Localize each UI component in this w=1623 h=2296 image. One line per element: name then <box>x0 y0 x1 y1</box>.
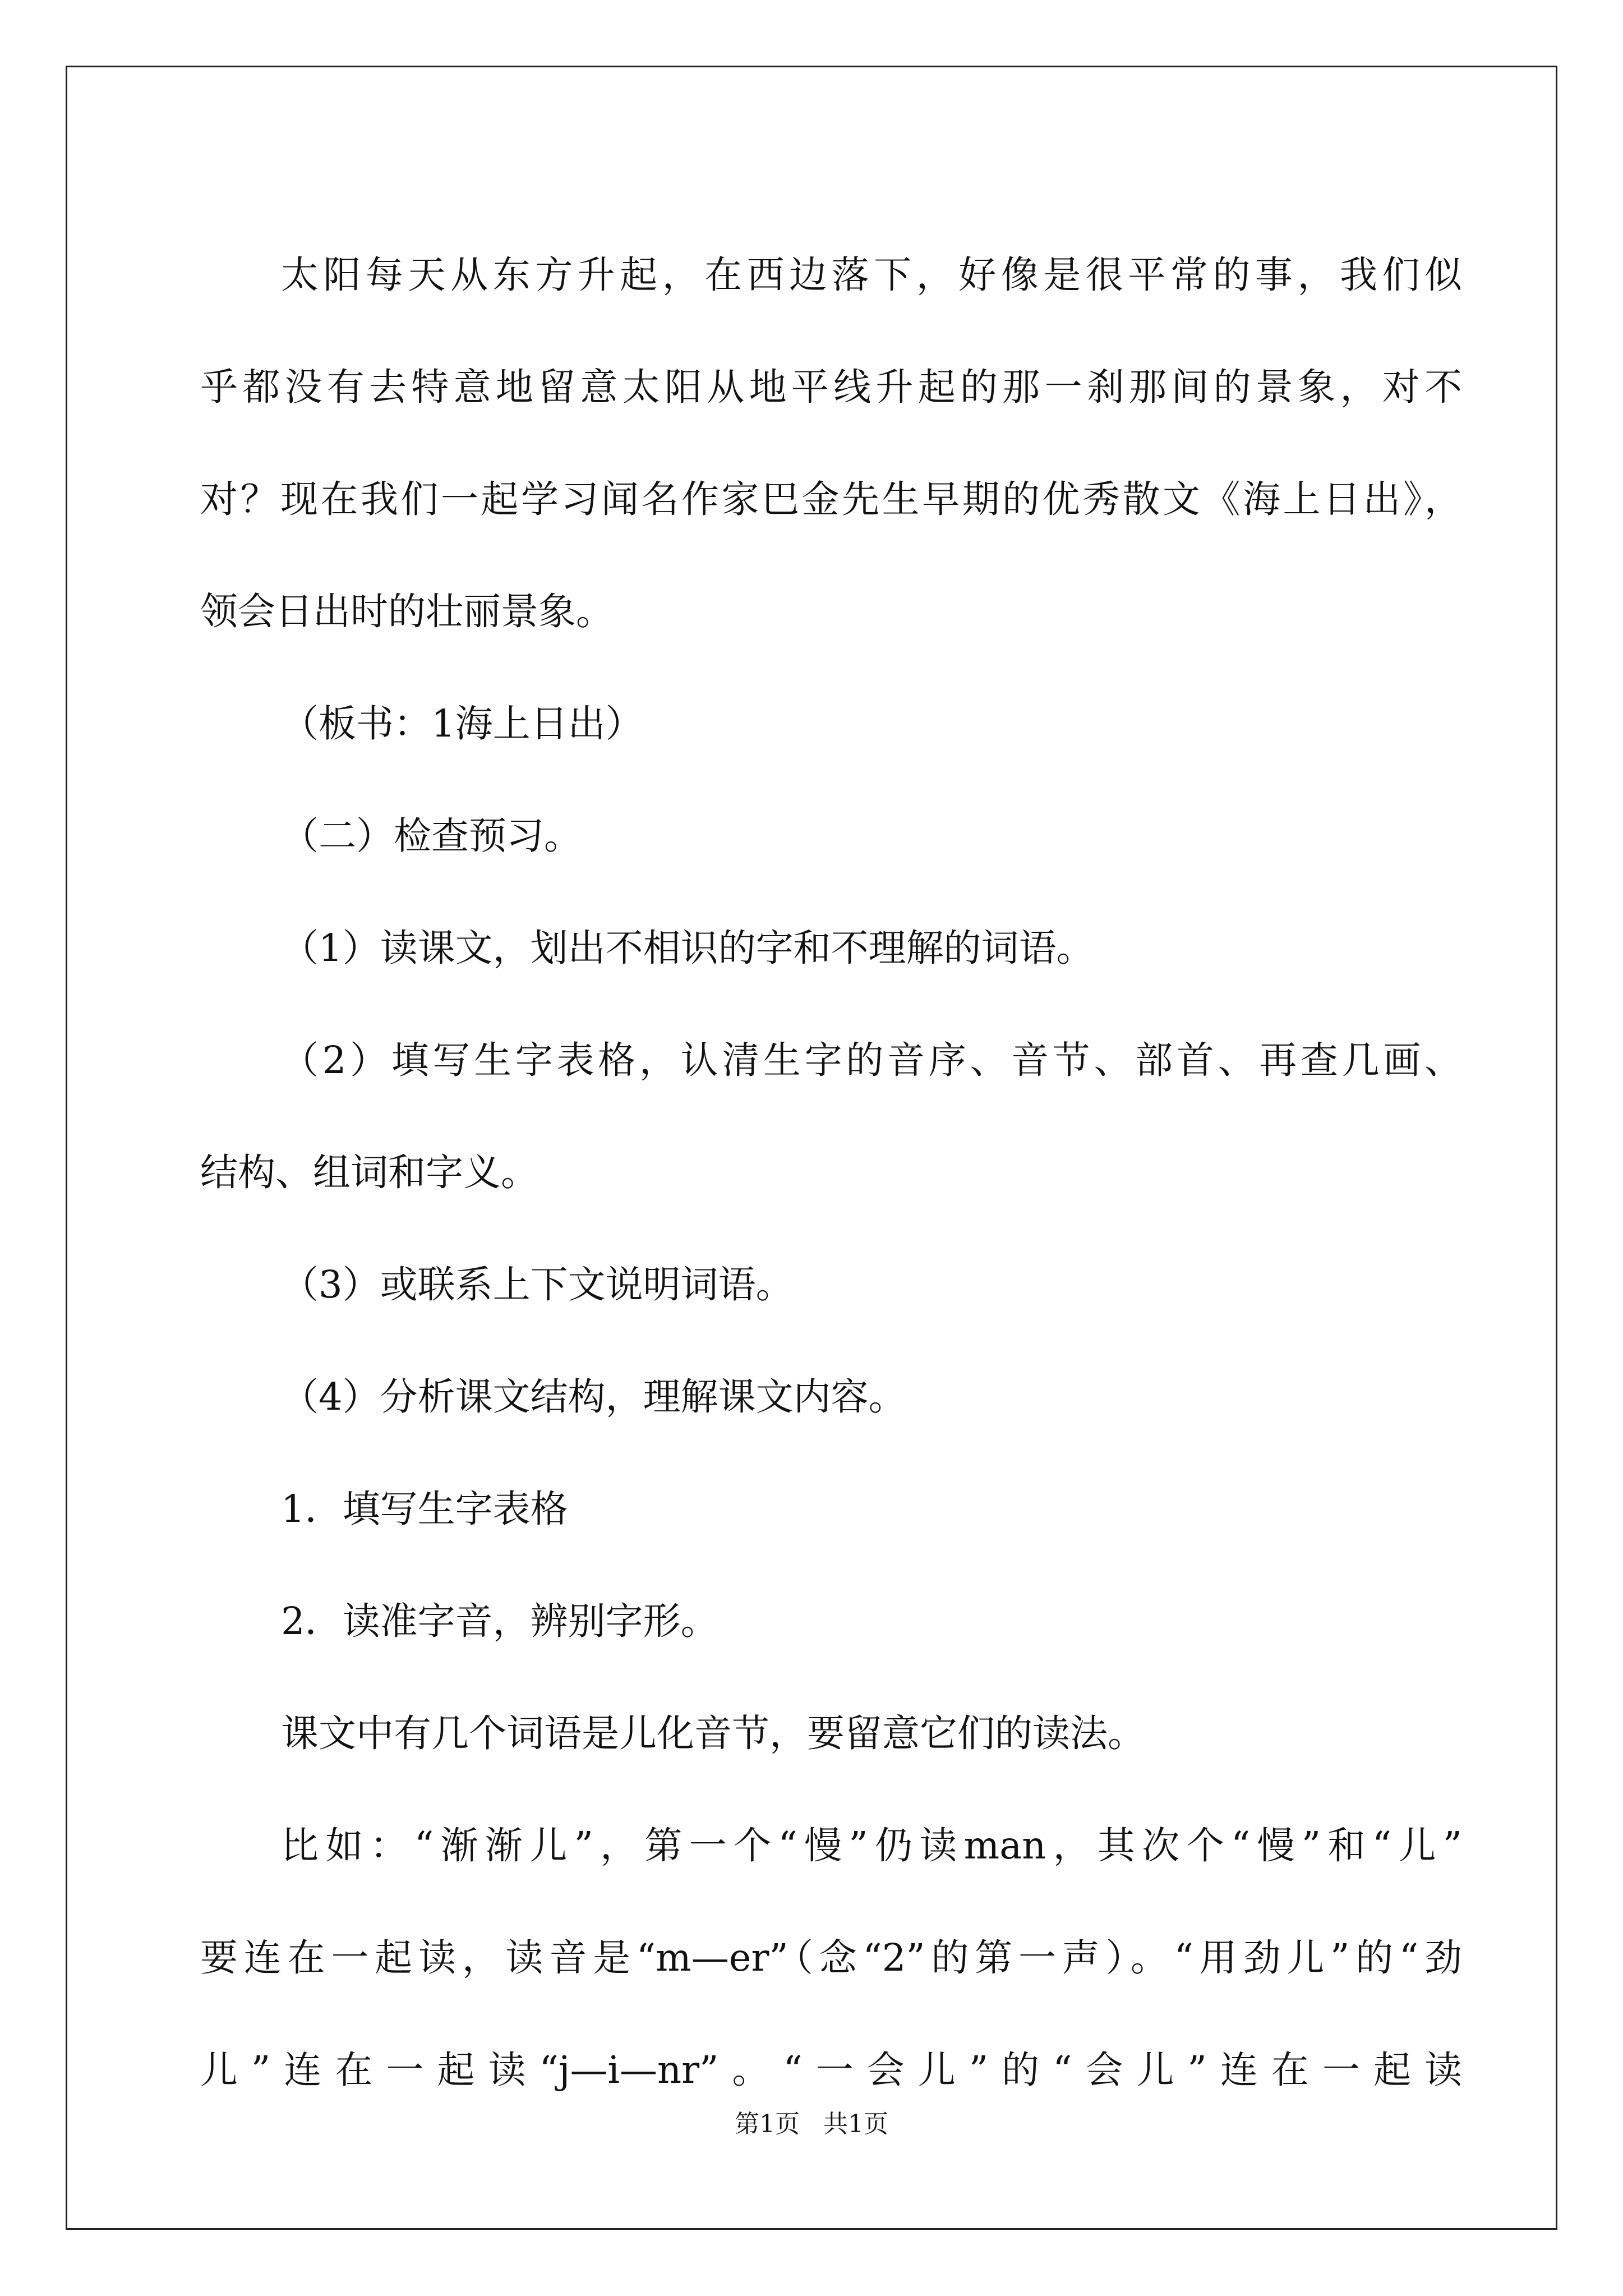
paragraph-section-heading <box>200 780 1462 892</box>
text-line: 太阳每天从东方升起，在西边落下，好像是很平常的事，我们似 <box>281 253 1462 297</box>
page-footer <box>0 2104 1623 2139</box>
text-line: 2．读准字音，辨别字形。 <box>281 1599 718 1643</box>
text-line: 1．填写生字表格 <box>281 1487 568 1531</box>
paragraph-erhua-examples <box>200 1789 1462 2126</box>
text-line: （4）分析课文结构，理解课文内容。 <box>281 1375 906 1419</box>
page-total: 共1页 <box>823 2110 888 2138</box>
text-line: 结构、组词和字义。 <box>200 1151 538 1194</box>
paragraph-item-2 <box>200 1565 1462 1677</box>
paragraph-board-title <box>200 668 1462 780</box>
text-line: （1）读课文，划出不相识的字和不理解的词语。 <box>281 926 1094 970</box>
text-line: （3）或联系上下文说明词语。 <box>281 1263 794 1306</box>
text-line: 比如：“渐渐儿”，第一个“慢”仍读man，其次个“慢”和“儿” <box>281 1824 1462 1867</box>
text-line: 儿”连在一起读“j—i—nr”。“一会儿”的“会儿”连在一起读 <box>200 2048 1462 2092</box>
text-line: （2）填写生字表格，认清生字的音序、音节、部首、再查几画、 <box>281 1038 1462 1082</box>
paragraph-erhua-note <box>200 1677 1462 1789</box>
paragraph-item-1 <box>200 1453 1462 1565</box>
paragraph-step-4 <box>200 1341 1462 1453</box>
text-line: 领会日出时的壮丽景象。 <box>200 590 614 633</box>
document-body <box>200 219 1462 2126</box>
page-number: 第1页 <box>735 2110 800 2138</box>
paragraph-step-1 <box>200 892 1462 1004</box>
text-line: （二）检查预习。 <box>281 814 582 858</box>
paragraph-step-3 <box>200 1228 1462 1341</box>
text-line: 乎都没有去特意地留意太阳从地平线升起的那一刹那间的景象，对不 <box>200 365 1462 409</box>
text-line: （板书：1海上日出） <box>281 702 643 746</box>
text-line: 对？现在我们一起学习闻名作家巴金先生早期的优秀散文《海上日出》， <box>200 477 1462 521</box>
paragraph-step-2 <box>200 1004 1462 1228</box>
text-line: 课文中有几个词语是儿化音节，要留意它们的读法。 <box>281 1711 1145 1755</box>
paragraph-intro <box>200 219 1462 668</box>
text-line: 要连在一起读，读音是“m—er”（念“2”的第一声）。“用劲儿”的“劲 <box>200 1936 1462 1980</box>
